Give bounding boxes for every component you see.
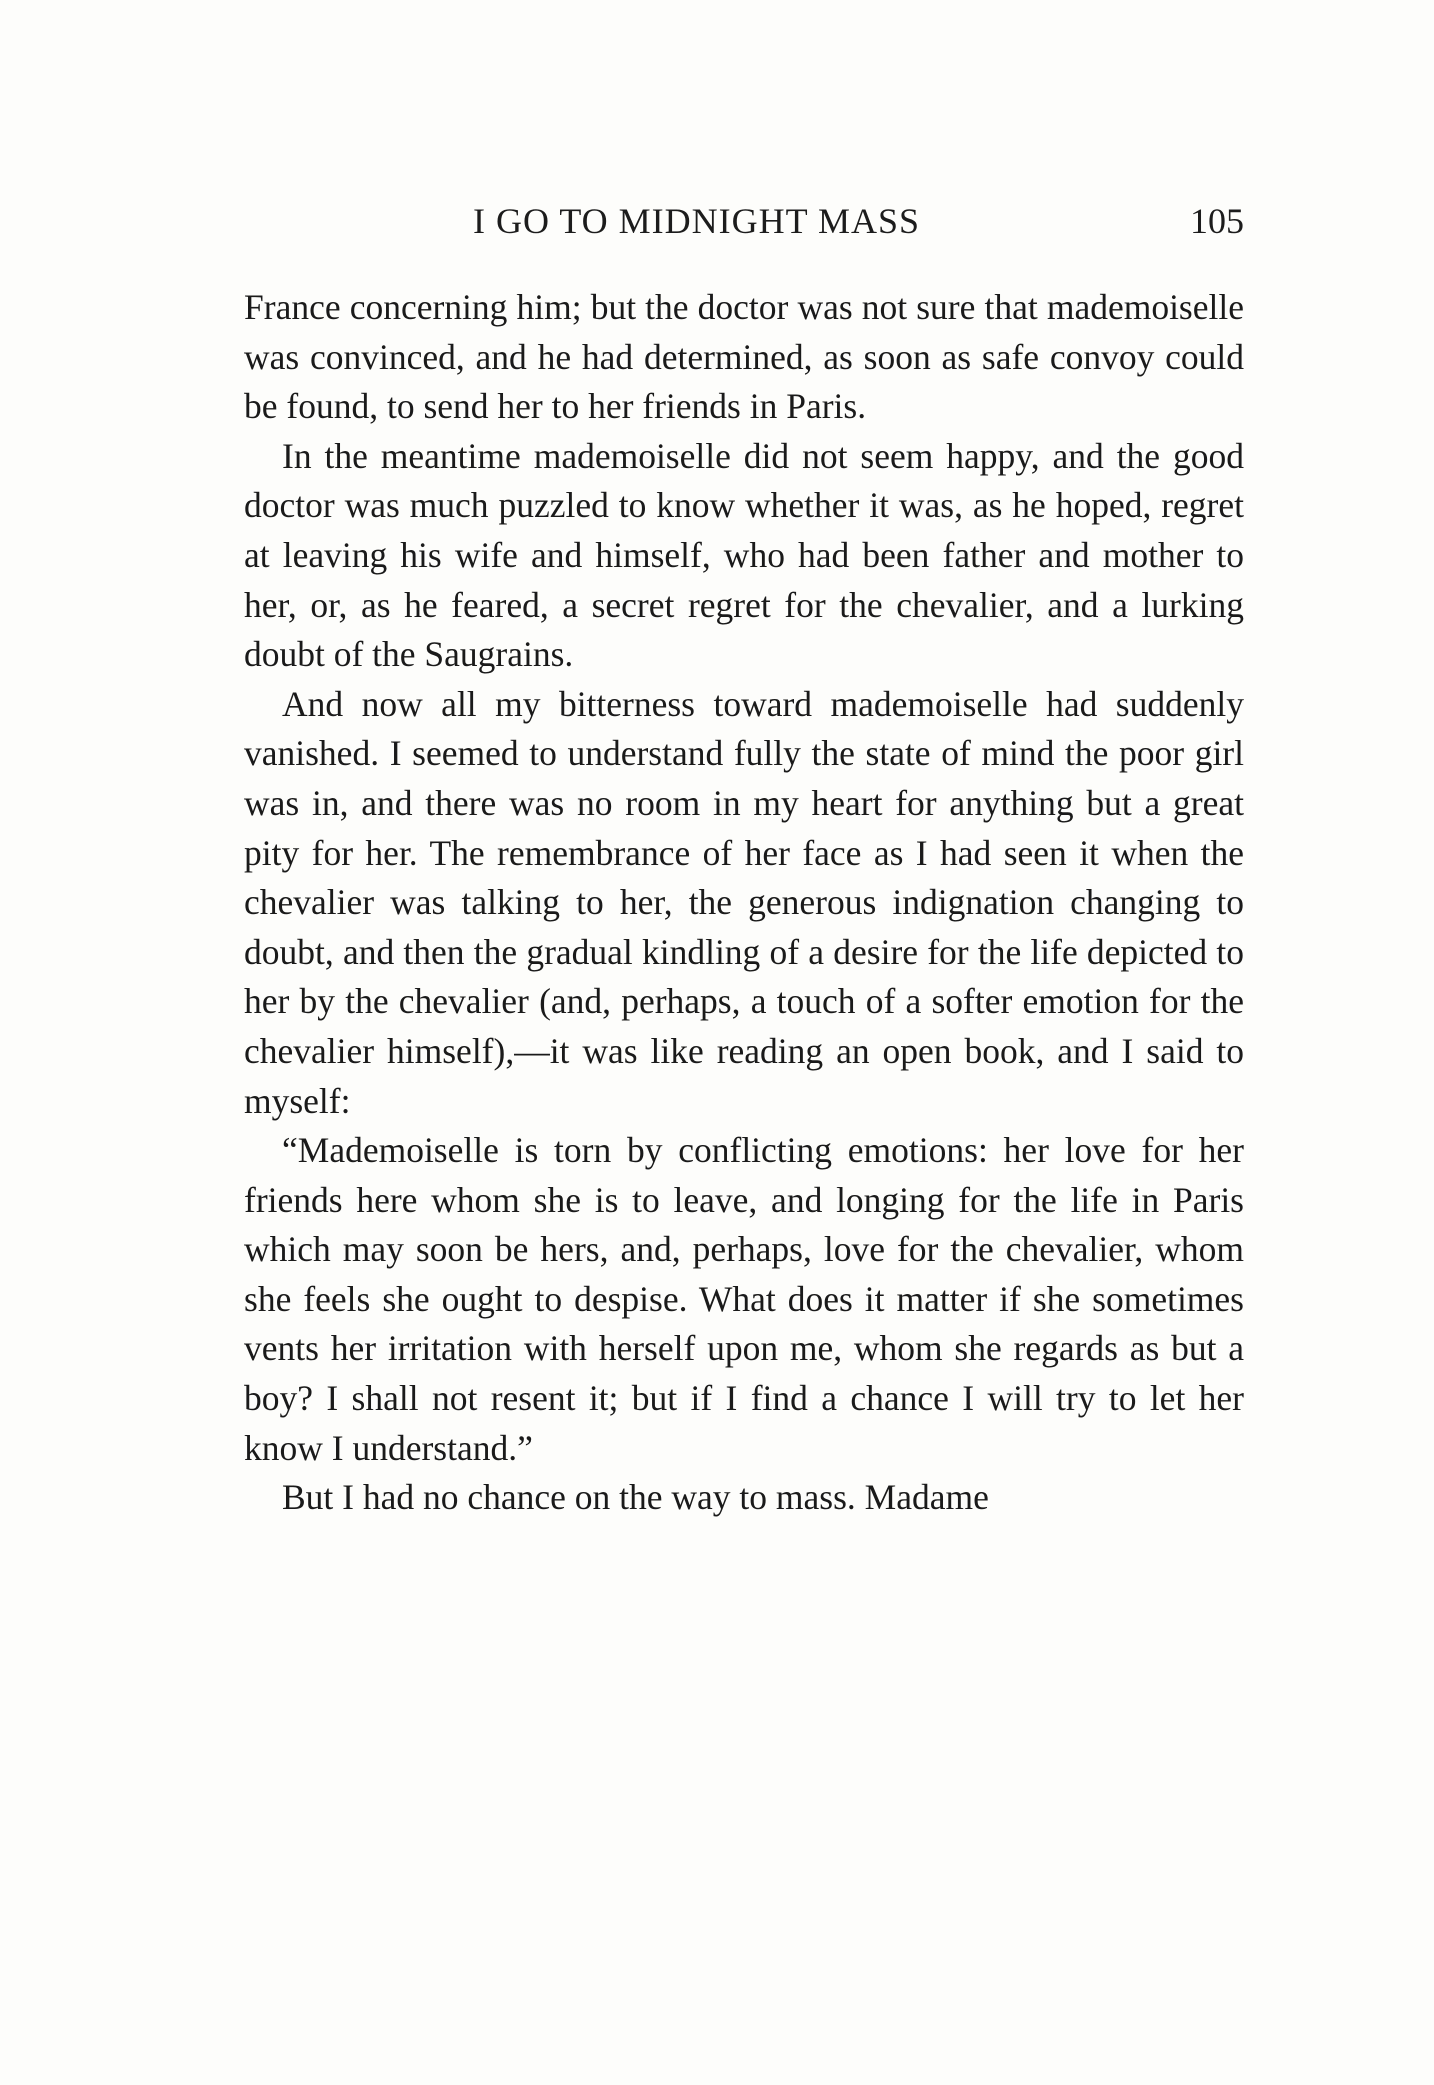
body-text <box>244 283 1244 1523</box>
paragraph: In the meantime mademoiselle did not seem happy, and the good doctor was much puzzled to know whether it was, as he hoped, regret at leaving his wife and himself, who had been father and mother to her, or, as he feared, a secret regret for the chevalier, and a lurking doubt of the Saugrains. <box>244 435 1244 675</box>
running-title: I GO TO MIDNIGHT MASS <box>473 201 921 241</box>
page-number: 105 <box>1190 201 1244 241</box>
paragraph-continued: France concerning him; but the doctor was not sure that mademoiselle was convinced, and he had determined, as soon as safe convoy could be found, to send her to her friends in Paris. <box>244 287 1244 427</box>
paragraph: But I had no chance on the way to mass. Madame <box>282 1477 989 1518</box>
paragraph: And now all my bitterness toward mademoiselle had suddenly vanished. I seemed to understand fully the state of mind the poor girl was in, and there was no room in my heart for anything but a great pity for her. The remembrance of her face as I had seen it when the chevalier was talking to her, the generous indignation changing to doubt, and then the gradual kindling of a desire for the life depicted to her by the chevalier (and, perhaps, a touch of a softer emotion for the chevalier himself),—it was like reading an open book, and I said to myself: <box>244 683 1244 1121</box>
paragraph-quotation: “Mademoiselle is torn by conflicting emotions: her love for her friends here whom she is to leave, and longing for the life in Paris which may soon be hers, and, perhaps, love for the chevalier, whom she feels she ought to despise. What does it matter if she sometimes vents her irritation with herself upon me, whom she regards as but a boy? I shall not resent it; but if I find a chance I will try to let her know I understand.” <box>244 1130 1244 1468</box>
running-head <box>244 200 1244 250</box>
